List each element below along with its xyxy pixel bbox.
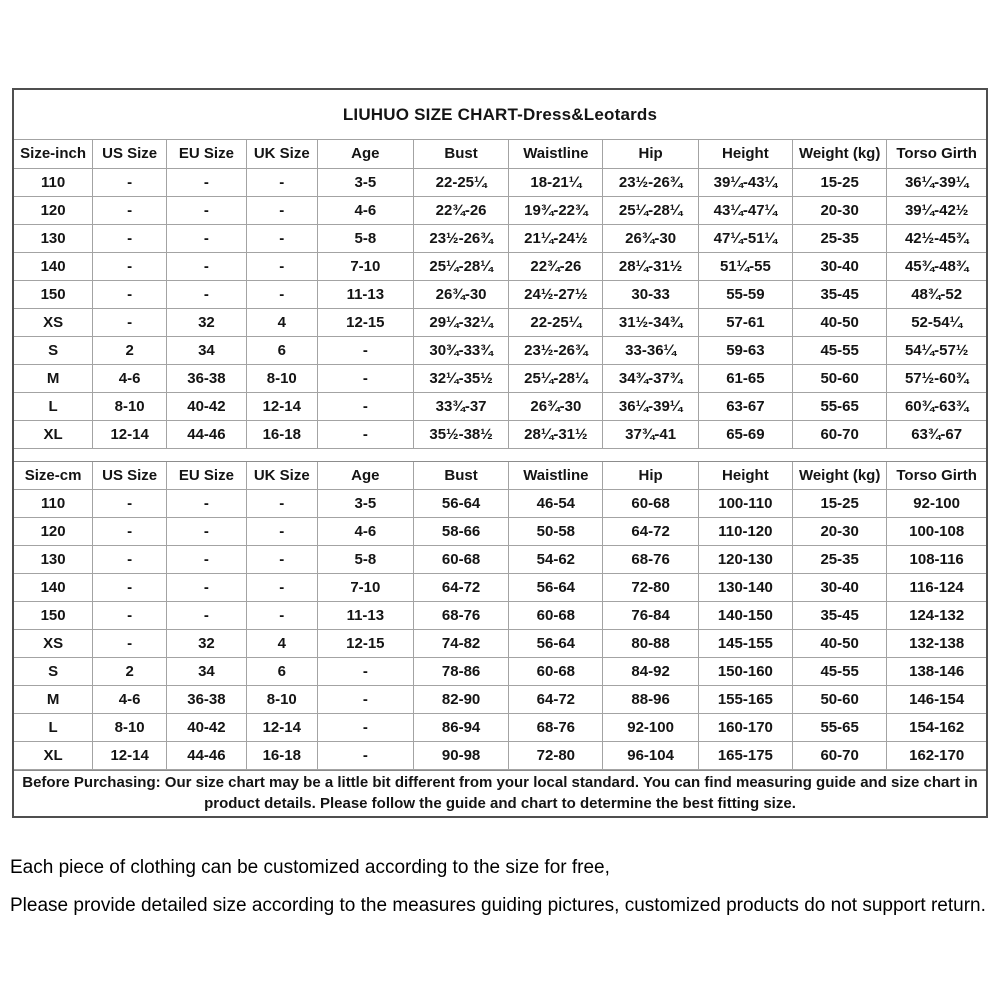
table-cell: 90-98 xyxy=(413,742,508,770)
column-header: Torso Girth xyxy=(887,140,986,168)
table-cell: 15-25 xyxy=(793,490,887,518)
table-cell: 51¼-55 xyxy=(698,252,792,280)
table-cell: 110 xyxy=(14,168,93,196)
table-row xyxy=(14,336,986,364)
table-cell: 12-15 xyxy=(317,308,413,336)
table-cell: 8-10 xyxy=(246,364,317,392)
table-cell: 11-13 xyxy=(317,280,413,308)
table-cell: 23½-26¾ xyxy=(603,168,698,196)
table-cell: - xyxy=(167,574,247,602)
table-cell: 25¼-28¼ xyxy=(603,196,698,224)
table-row xyxy=(14,602,986,630)
table-cell: 11-13 xyxy=(317,602,413,630)
table-cell: 55-65 xyxy=(793,714,887,742)
table-cell: 140 xyxy=(14,574,93,602)
customization-note-line-1: Each piece of clothing can be customized according to the size for free, xyxy=(10,857,610,878)
table-cell: 150-160 xyxy=(698,658,792,686)
table-row xyxy=(14,420,986,448)
table-cell: 65-69 xyxy=(698,420,792,448)
table-row xyxy=(14,490,986,518)
table-cell: 74-82 xyxy=(413,630,508,658)
table-cell: 80-88 xyxy=(603,630,698,658)
table-cell: 40-50 xyxy=(793,630,887,658)
table-cell: 28¼-31½ xyxy=(509,420,603,448)
column-header: Bust xyxy=(413,462,508,490)
table-row xyxy=(14,630,986,658)
column-header: US Size xyxy=(93,140,167,168)
table-cell: XS xyxy=(14,308,93,336)
table-cell: - xyxy=(246,518,317,546)
table-cell: 7-10 xyxy=(317,574,413,602)
table-cell: 44-46 xyxy=(167,420,247,448)
table-cell: 19¾-22¾ xyxy=(509,196,603,224)
table-cell: 82-90 xyxy=(413,686,508,714)
table-cell: 35-45 xyxy=(793,280,887,308)
table-cell: 12-14 xyxy=(246,714,317,742)
table-cell: 2 xyxy=(93,658,167,686)
column-header: Height xyxy=(698,462,792,490)
table-cell: 72-80 xyxy=(509,742,603,770)
table-cell: - xyxy=(317,336,413,364)
table-cell: 4-6 xyxy=(93,686,167,714)
table-cell: - xyxy=(317,714,413,742)
table-cell: XS xyxy=(14,630,93,658)
table-cell: - xyxy=(167,490,247,518)
table-cell: 140-150 xyxy=(698,602,792,630)
table-cell: 30-40 xyxy=(793,574,887,602)
table-cell: 26¾-30 xyxy=(603,224,698,252)
purchase-note: Before Purchasing: Our size chart may be a little bit different from your local standard. You can find measuring guide and size chart in product details. Please follow the guide and chart to determine the best fitting size. xyxy=(14,770,986,816)
table-cell: - xyxy=(93,252,167,280)
table-cell: 4-6 xyxy=(317,196,413,224)
column-header: Size-inch xyxy=(14,140,93,168)
table-cell: - xyxy=(167,518,247,546)
table-cell: - xyxy=(93,518,167,546)
table-row xyxy=(14,658,986,686)
table-cell: 35½-38½ xyxy=(413,420,508,448)
table-cell: - xyxy=(317,658,413,686)
table-cell: - xyxy=(317,364,413,392)
table-cell: 60-70 xyxy=(793,420,887,448)
table-cell: 145-155 xyxy=(698,630,792,658)
table-cell: 31½-34¾ xyxy=(603,308,698,336)
table-cell: 33-36¼ xyxy=(603,336,698,364)
table-cell: 30-33 xyxy=(603,280,698,308)
table-cell: 25-35 xyxy=(793,224,887,252)
table-cell: - xyxy=(317,392,413,420)
table-cell: 20-30 xyxy=(793,196,887,224)
table-cell: 25¼-28¼ xyxy=(413,252,508,280)
table-cell: 140 xyxy=(14,252,93,280)
table-cell: 47¼-51¼ xyxy=(698,224,792,252)
table-row xyxy=(14,364,986,392)
table-cell: 57-61 xyxy=(698,308,792,336)
table-cell: 154-162 xyxy=(887,714,986,742)
table-cell: 110-120 xyxy=(698,518,792,546)
column-header: Weight (kg) xyxy=(793,140,887,168)
table-cell: 132-138 xyxy=(887,630,986,658)
table-cell: 46-54 xyxy=(509,490,603,518)
table-cell: - xyxy=(167,252,247,280)
table-cell: 7-10 xyxy=(317,252,413,280)
table-cell: 61-65 xyxy=(698,364,792,392)
table-cell: - xyxy=(317,686,413,714)
table-cell: 54¼-57½ xyxy=(887,336,986,364)
table-row xyxy=(14,714,986,742)
column-header: Age xyxy=(317,462,413,490)
table-cell: 64-72 xyxy=(603,518,698,546)
header-row xyxy=(14,140,986,168)
column-header: Bust xyxy=(413,140,508,168)
table-cell: 120 xyxy=(14,196,93,224)
table-cell: 155-165 xyxy=(698,686,792,714)
table-cell: - xyxy=(93,490,167,518)
table-cell: 40-42 xyxy=(167,714,247,742)
table-cell: 150 xyxy=(14,602,93,630)
table-cell: 3-5 xyxy=(317,168,413,196)
size-table-cm xyxy=(14,462,986,771)
table-cell: 68-76 xyxy=(603,546,698,574)
table-cell: 150 xyxy=(14,280,93,308)
table-cell: 21¼-24½ xyxy=(509,224,603,252)
table-cell: 160-170 xyxy=(698,714,792,742)
table-cell: - xyxy=(93,168,167,196)
table-cell: 22¾-26 xyxy=(413,196,508,224)
table-cell: 25-35 xyxy=(793,546,887,574)
table-cell: L xyxy=(14,714,93,742)
table-cell: 22-25¼ xyxy=(413,168,508,196)
column-header: Waistline xyxy=(509,462,603,490)
table-cell: - xyxy=(167,168,247,196)
table-cell: 30¾-33¾ xyxy=(413,336,508,364)
table-cell: 36-38 xyxy=(167,364,247,392)
table-cell: 28¼-31½ xyxy=(603,252,698,280)
table-cell: 45-55 xyxy=(793,336,887,364)
table-cell: 16-18 xyxy=(246,742,317,770)
table-cell: 36-38 xyxy=(167,686,247,714)
column-header: Size-cm xyxy=(14,462,93,490)
table-cell: 30-40 xyxy=(793,252,887,280)
column-header: Waistline xyxy=(509,140,603,168)
table-cell: 12-14 xyxy=(93,420,167,448)
table-cell: - xyxy=(93,602,167,630)
table-cell: 37¾-41 xyxy=(603,420,698,448)
column-header: EU Size xyxy=(167,462,247,490)
table-cell: 39¼-42½ xyxy=(887,196,986,224)
table-row xyxy=(14,252,986,280)
table-cell: 12-14 xyxy=(246,392,317,420)
table-cell: - xyxy=(246,280,317,308)
table-cell: - xyxy=(246,574,317,602)
table-cell: 6 xyxy=(246,336,317,364)
table-cell: 63-67 xyxy=(698,392,792,420)
table-cell: XL xyxy=(14,420,93,448)
table-cell: 45¾-48¾ xyxy=(887,252,986,280)
table-cell: - xyxy=(246,224,317,252)
table-cell: 35-45 xyxy=(793,602,887,630)
table-cell: 60-68 xyxy=(603,490,698,518)
table-cell: 33¾-37 xyxy=(413,392,508,420)
table-cell: 76-84 xyxy=(603,602,698,630)
table-cell: 56-64 xyxy=(509,630,603,658)
table-cell: 43¼-47¼ xyxy=(698,196,792,224)
table-cell: - xyxy=(167,546,247,574)
table-cell: 50-58 xyxy=(509,518,603,546)
table-cell: - xyxy=(93,574,167,602)
table-cell: 5-8 xyxy=(317,224,413,252)
table-cell: 32¼-35½ xyxy=(413,364,508,392)
table-cell: - xyxy=(246,490,317,518)
table-row xyxy=(14,392,986,420)
size-chart xyxy=(12,88,988,818)
table-spacer xyxy=(14,449,986,462)
table-cell: S xyxy=(14,336,93,364)
column-header: Hip xyxy=(603,462,698,490)
table-cell: 25¼-28¼ xyxy=(509,364,603,392)
table-row xyxy=(14,196,986,224)
table-cell: 108-116 xyxy=(887,546,986,574)
table-cell: - xyxy=(93,308,167,336)
table-cell: 64-72 xyxy=(509,686,603,714)
table-row xyxy=(14,168,986,196)
table-cell: 3-5 xyxy=(317,490,413,518)
table-cell: 15-25 xyxy=(793,168,887,196)
column-header: Height xyxy=(698,140,792,168)
table-cell: - xyxy=(167,602,247,630)
table-cell: L xyxy=(14,392,93,420)
table-cell: 68-76 xyxy=(509,714,603,742)
table-cell: 130 xyxy=(14,546,93,574)
table-row xyxy=(14,518,986,546)
table-cell: 40-50 xyxy=(793,308,887,336)
table-cell: 8-10 xyxy=(246,686,317,714)
table-cell: 23½-26¾ xyxy=(509,336,603,364)
table-cell: - xyxy=(167,196,247,224)
table-cell: 39¼-43¼ xyxy=(698,168,792,196)
table-cell: - xyxy=(317,742,413,770)
table-cell: - xyxy=(246,196,317,224)
table-cell: 130-140 xyxy=(698,574,792,602)
table-cell: 110 xyxy=(14,490,93,518)
table-cell: 6 xyxy=(246,658,317,686)
table-cell: 100-110 xyxy=(698,490,792,518)
table-cell: 50-60 xyxy=(793,686,887,714)
table-cell: 88-96 xyxy=(603,686,698,714)
table-cell: M xyxy=(14,686,93,714)
table-cell: 100-108 xyxy=(887,518,986,546)
column-header: UK Size xyxy=(246,140,317,168)
table-cell: 34¾-37¾ xyxy=(603,364,698,392)
table-row xyxy=(14,280,986,308)
table-cell: 5-8 xyxy=(317,546,413,574)
table-cell: 26¾-30 xyxy=(413,280,508,308)
column-header: Age xyxy=(317,140,413,168)
table-cell: 20-30 xyxy=(793,518,887,546)
table-cell: - xyxy=(93,196,167,224)
table-cell: - xyxy=(93,224,167,252)
table-cell: 146-154 xyxy=(887,686,986,714)
table-cell: - xyxy=(93,280,167,308)
table-cell: 24½-27½ xyxy=(509,280,603,308)
table-cell: 8-10 xyxy=(93,392,167,420)
table-cell: 120 xyxy=(14,518,93,546)
table-cell: 4 xyxy=(246,308,317,336)
table-cell: 55-65 xyxy=(793,392,887,420)
table-cell: 12-15 xyxy=(317,630,413,658)
header-row xyxy=(14,462,986,490)
table-cell: 4 xyxy=(246,630,317,658)
table-cell: 29¼-32¼ xyxy=(413,308,508,336)
table-cell: 64-72 xyxy=(413,574,508,602)
table-cell: 138-146 xyxy=(887,658,986,686)
table-cell: 50-60 xyxy=(793,364,887,392)
table-cell: 32 xyxy=(167,308,247,336)
table-cell: 60-70 xyxy=(793,742,887,770)
table-cell: 92-100 xyxy=(887,490,986,518)
table-cell: 60-68 xyxy=(509,602,603,630)
table-cell: 34 xyxy=(167,658,247,686)
table-row xyxy=(14,686,986,714)
table-cell: 4-6 xyxy=(317,518,413,546)
table-cell: 4-6 xyxy=(93,364,167,392)
table-cell: 36¼-39¼ xyxy=(603,392,698,420)
table-cell: - xyxy=(167,280,247,308)
table-cell: 2 xyxy=(93,336,167,364)
table-cell: 72-80 xyxy=(603,574,698,602)
table-cell: 36¼-39¼ xyxy=(887,168,986,196)
column-header: UK Size xyxy=(246,462,317,490)
table-cell: - xyxy=(93,630,167,658)
table-cell: 165-175 xyxy=(698,742,792,770)
column-header: US Size xyxy=(93,462,167,490)
table-cell: 40-42 xyxy=(167,392,247,420)
table-cell: 124-132 xyxy=(887,602,986,630)
table-cell: 54-62 xyxy=(509,546,603,574)
table-cell: 68-76 xyxy=(413,602,508,630)
table-cell: 23½-26¾ xyxy=(413,224,508,252)
table-cell: - xyxy=(317,420,413,448)
table-cell: - xyxy=(246,546,317,574)
table-cell: 120-130 xyxy=(698,546,792,574)
table-cell: 45-55 xyxy=(793,658,887,686)
table-cell: 55-59 xyxy=(698,280,792,308)
table-cell: - xyxy=(246,168,317,196)
table-cell: 26¾-30 xyxy=(509,392,603,420)
table-cell: 59-63 xyxy=(698,336,792,364)
table-cell: 92-100 xyxy=(603,714,698,742)
table-cell: - xyxy=(246,602,317,630)
table-cell: 12-14 xyxy=(93,742,167,770)
table-row xyxy=(14,546,986,574)
table-cell: - xyxy=(167,224,247,252)
table-cell: 63¾-67 xyxy=(887,420,986,448)
table-cell: - xyxy=(246,252,317,280)
table-cell: 116-124 xyxy=(887,574,986,602)
table-cell: 60-68 xyxy=(509,658,603,686)
table-cell: - xyxy=(93,546,167,574)
column-header: EU Size xyxy=(167,140,247,168)
table-cell: 84-92 xyxy=(603,658,698,686)
table-cell: 22¾-26 xyxy=(509,252,603,280)
size-table-inch xyxy=(14,140,986,449)
table-cell: 96-104 xyxy=(603,742,698,770)
chart-title: LIUHUO SIZE CHART-Dress&Leotards xyxy=(14,90,986,140)
table-cell: 162-170 xyxy=(887,742,986,770)
table-row xyxy=(14,574,986,602)
table-cell: 48¾-52 xyxy=(887,280,986,308)
table-cell: S xyxy=(14,658,93,686)
table-cell: 56-64 xyxy=(413,490,508,518)
table-row xyxy=(14,308,986,336)
table-cell: 8-10 xyxy=(93,714,167,742)
table-cell: XL xyxy=(14,742,93,770)
table-cell: 60-68 xyxy=(413,546,508,574)
table-cell: 16-18 xyxy=(246,420,317,448)
table-cell: 44-46 xyxy=(167,742,247,770)
table-cell: 130 xyxy=(14,224,93,252)
customization-note-line-2: Please provide detailed size according to the measures guiding pictures, customized products do not support return. xyxy=(10,895,986,916)
table-cell: 52-54¼ xyxy=(887,308,986,336)
table-cell: M xyxy=(14,364,93,392)
table-cell: 60¾-63¾ xyxy=(887,392,986,420)
table-cell: 32 xyxy=(167,630,247,658)
column-header: Weight (kg) xyxy=(793,462,887,490)
table-cell: 78-86 xyxy=(413,658,508,686)
table-cell: 42½-45¾ xyxy=(887,224,986,252)
column-header: Torso Girth xyxy=(887,462,986,490)
table-cell: 56-64 xyxy=(509,574,603,602)
table-cell: 58-66 xyxy=(413,518,508,546)
table-cell: 22-25¼ xyxy=(509,308,603,336)
table-cell: 34 xyxy=(167,336,247,364)
table-cell: 86-94 xyxy=(413,714,508,742)
column-header: Hip xyxy=(603,140,698,168)
table-cell: 18-21¼ xyxy=(509,168,603,196)
table-row xyxy=(14,742,986,770)
table-cell: 57½-60¾ xyxy=(887,364,986,392)
table-row xyxy=(14,224,986,252)
